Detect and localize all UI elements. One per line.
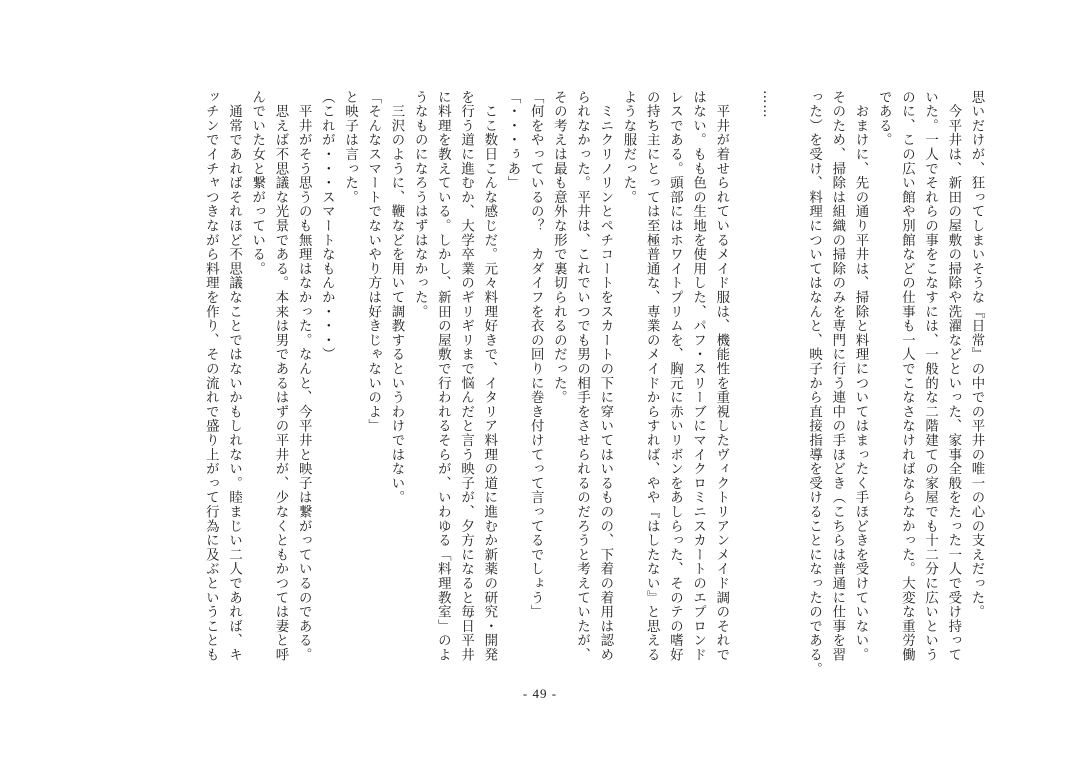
text-line: ッチンでイチャつきながら料理を作り、その流れで盛り上がって行為に及ぶということも bbox=[203, 90, 219, 662]
text-line: 平井が着せられているメイド服は、機能性を重視したヴィクトリアンメイド調のそれで bbox=[713, 90, 729, 662]
blank-line bbox=[779, 90, 802, 690]
text-line: おまけに、先の通り平井は、掃除と料理についてはまったく手ほどきを受けていない。 bbox=[852, 90, 868, 662]
text-line: 平井がそう思うのも無理はなかった。なんと、今平井と映子は繋がっているのである。 bbox=[296, 90, 312, 662]
text-line: に料理を教えている。しかし、新田の屋敷で行われるそらが、いわゆる「料理教室」のよ bbox=[435, 90, 451, 662]
text-line: 今平井は、新田の屋敷の掃除や洗濯などといった、家事全般をたった一人で受け持って bbox=[945, 90, 961, 662]
text-line: 三沢のように、鞭などを用いて調教するというわけではない。 bbox=[388, 90, 404, 505]
text-line: 「そんなスマートでないやり方は好きじゃないのよ」 bbox=[365, 90, 381, 434]
text-line: ミニクリノリンとペチコートをスカートの下に穿いてはいるものの、下着の着用は認め bbox=[597, 90, 613, 662]
text-line: った）を受け、料理についてはなんと、映子から直接指導を受けることになったのである。 bbox=[806, 90, 822, 677]
text-line: （これが・・・スマートなもんか・・・） bbox=[319, 90, 335, 362]
text-line: はない。もも色の生地を使用した、パフ・スリーブにマイクロミニスカートのエプロンド bbox=[690, 90, 706, 662]
text-line: 通常であればそれほど不思議なことではないかもしれない。睦まじい二人であれば、キ bbox=[226, 90, 242, 662]
text-line: そのため、掃除は組織の掃除のみを専門に行う連中の手ほどき（こちらは普通に仕事を習 bbox=[829, 90, 845, 662]
text-line: …… bbox=[760, 90, 776, 119]
text-line: 「・・・ぅあ」 bbox=[504, 90, 520, 191]
text-line: うなものになろうはずはなかった。 bbox=[412, 90, 428, 319]
text-line: である。 bbox=[876, 90, 892, 148]
text-line: レスである。頭部にはホワイトプリムを、胸元に赤いリボンをあしらった、そのテの嗜好 bbox=[667, 90, 683, 662]
text-line: を行う道に進むか、大学卒業のギリギリまで悩んだと言う映子が、夕方になると毎日平井 bbox=[458, 90, 474, 662]
text-line: いた。一人でそれらの事をこなすには、一般的な二階建ての家屋でも十二分に広いという bbox=[922, 90, 938, 662]
text-line: 思えば不思議な光景である。本来は男であるはずの平井が、少なくともかつては妻と呼 bbox=[272, 90, 288, 662]
text-line: んでいた女と繋がっている。 bbox=[249, 90, 265, 276]
blank-line bbox=[733, 90, 756, 690]
text-line: 思いだけが、狂ってしまいそうな『日常』の中での平井の唯一の心の支えだった。 bbox=[969, 90, 984, 620]
text-line: と映子は言った。 bbox=[342, 90, 358, 205]
page-number: - 49 - bbox=[522, 686, 558, 701]
text-line: 「何をやっているの？ カダイフを衣の回りに巻き付けてって言ってるでしょう」 bbox=[528, 90, 544, 620]
text-line: のに、この広い館や別館などの仕事も一人でこなさなければならなかった。大変な重労働 bbox=[899, 90, 915, 662]
text-line: られなかった。平井は、これでいつでも男の相手をさせられるのだろうと考えていたが、 bbox=[574, 90, 590, 662]
text-line: その考えは最も意外な形で裏切られるのだった。 bbox=[551, 90, 567, 405]
text-line: の持ち主にとっては至極普通な、専業のメイドからすれば、やや『はしたない』と思える bbox=[644, 90, 660, 662]
text-line: ここ数日こんな感じだ。元々料理好きで、イタリア料理の道に進むか新薬の研究・開発 bbox=[481, 90, 497, 662]
vertical-text-body bbox=[199, 90, 988, 690]
text-line: ような服だった。 bbox=[620, 90, 636, 205]
